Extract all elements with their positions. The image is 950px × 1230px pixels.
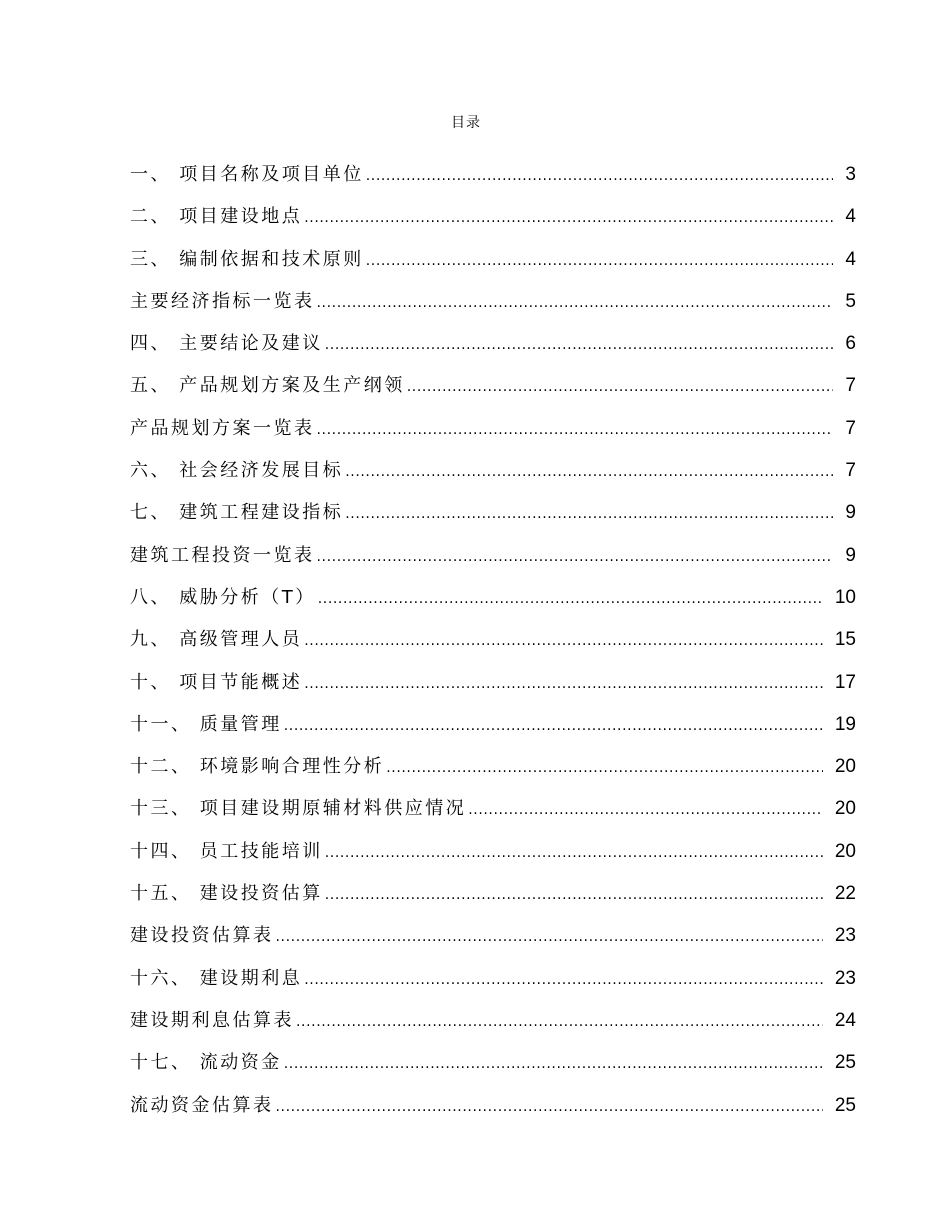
toc-entry[interactable]	[130, 373, 856, 415]
toc-entry-label: 八、 威胁分析（T）	[130, 586, 316, 608]
toc-entry[interactable]	[130, 247, 856, 289]
toc-entry[interactable]	[130, 162, 856, 204]
toc-entry-label: 主要经济指标一览表	[130, 290, 315, 312]
toc-entry-label: 三、 编制依据和技术原则	[130, 248, 364, 270]
toc-entry-page: 3	[845, 164, 856, 185]
toc-entry-label: 十四、 员工技能培训	[130, 840, 323, 862]
toc-entry-page: 7	[845, 417, 856, 439]
toc-entry-page: 22	[834, 883, 856, 905]
toc-entry-page: 25	[834, 1052, 856, 1074]
toc-entry-label: 十、 项目节能概述	[130, 671, 303, 693]
toc-leader-dots	[304, 205, 833, 231]
toc-leader-dots	[345, 459, 833, 485]
toc-leader-dots	[304, 628, 823, 654]
toc-entry-label: 十一、 质量管理	[130, 713, 282, 735]
toc-entry-page: 4	[845, 206, 856, 228]
toc-entry[interactable]	[130, 839, 856, 881]
toc-entry-page: 5	[845, 290, 856, 312]
toc-entry[interactable]	[130, 1050, 856, 1092]
toc-entry-page: 9	[845, 502, 856, 524]
toc-entry-label: 十七、 流动资金	[130, 1052, 282, 1074]
toc-entry-page: 19	[834, 713, 856, 735]
toc-leader-dots	[284, 713, 823, 739]
toc-entry-page: 20	[834, 756, 856, 778]
toc-entry-label: 一、 项目名称及项目单位	[130, 164, 364, 185]
toc-title: 目录	[451, 115, 481, 131]
toc-leader-dots	[296, 1009, 823, 1035]
toc-leader-dots	[276, 1094, 823, 1120]
toc-entry-label: 十三、 项目建设期原辅材料供应情况	[130, 798, 467, 820]
toc-entry-page: 15	[834, 629, 856, 651]
toc-entry-page: 6	[845, 333, 856, 355]
toc-leader-dots	[284, 1051, 823, 1077]
toc-entry[interactable]	[130, 966, 856, 1008]
toc-entry-page: 23	[834, 967, 856, 989]
toc-entry[interactable]	[130, 712, 856, 754]
toc-entry[interactable]	[130, 796, 856, 838]
toc-entry-page: 7	[845, 375, 856, 397]
toc-entry-page: 24	[834, 1009, 856, 1031]
toc-entry-label: 建筑工程投资一览表	[130, 544, 315, 566]
toc-leader-dots	[276, 924, 823, 950]
toc-entry-page: 10	[834, 586, 856, 608]
toc-entry-label: 建设期利息估算表	[130, 1009, 294, 1031]
toc-entry[interactable]	[130, 1008, 856, 1050]
toc-leader-dots	[468, 797, 823, 823]
toc-leader-dots	[304, 671, 823, 697]
toc-entry-page: 20	[834, 798, 856, 820]
toc-entry[interactable]	[130, 204, 856, 246]
toc-entry-label: 十六、 建设期利息	[130, 967, 303, 989]
toc-entry-page: 7	[845, 460, 856, 482]
toc-leader-dots	[325, 840, 823, 866]
toc-entry-page: 23	[834, 925, 856, 947]
toc-entry-label: 二、 项目建设地点	[130, 206, 303, 228]
toc-entry[interactable]	[130, 585, 856, 627]
toc-entry[interactable]	[130, 627, 856, 669]
toc-entry-page: 4	[845, 248, 856, 270]
toc-entry[interactable]	[130, 500, 856, 542]
toc-entry[interactable]	[130, 881, 856, 923]
toc-entry[interactable]	[130, 1093, 856, 1135]
toc-entry[interactable]	[130, 670, 856, 712]
toc-leader-dots	[318, 586, 823, 612]
toc-entry-label: 流动资金估算表	[130, 1094, 274, 1116]
toc-leader-dots	[366, 163, 834, 189]
toc-leader-dots	[366, 248, 834, 274]
toc-leader-dots	[386, 755, 823, 781]
toc-entry-label: 九、 高级管理人员	[130, 629, 303, 651]
toc-entry[interactable]	[130, 543, 856, 585]
toc-entry-label: 建设投资估算表	[130, 925, 274, 947]
toc-entry[interactable]	[130, 289, 856, 331]
toc-leader-dots	[345, 501, 833, 527]
toc-leader-dots	[407, 374, 834, 400]
toc-entry[interactable]	[130, 458, 856, 500]
toc-entry-page: 25	[834, 1094, 856, 1116]
toc-entry-label: 四、 主要结论及建议	[130, 333, 323, 355]
toc-entry-label: 七、 建筑工程建设指标	[130, 502, 344, 524]
toc-entry[interactable]	[130, 416, 856, 458]
toc-leader-dots	[317, 290, 834, 316]
toc-entry[interactable]	[130, 754, 856, 796]
toc-entry-label: 五、 产品规划方案及生产纲领	[130, 375, 405, 397]
toc-leader-dots	[317, 417, 834, 443]
toc-leader-dots	[325, 332, 834, 358]
toc-entry-label: 产品规划方案一览表	[130, 417, 315, 439]
toc-leader-dots	[317, 544, 834, 570]
toc-entry-page: 20	[834, 840, 856, 862]
toc-entry-label: 十二、 环境影响合理性分析	[130, 756, 385, 778]
toc-leader-dots	[304, 967, 823, 993]
toc-entry[interactable]	[130, 923, 856, 965]
toc-entry-label: 十五、 建设投资估算	[130, 883, 323, 905]
toc-leader-dots	[325, 882, 823, 908]
toc-entry-page: 9	[845, 544, 856, 566]
toc-entry[interactable]	[130, 331, 856, 373]
toc-entry-label: 六、 社会经济发展目标	[130, 460, 344, 482]
table-of-contents	[130, 162, 856, 1135]
toc-entry-page: 17	[834, 671, 856, 693]
